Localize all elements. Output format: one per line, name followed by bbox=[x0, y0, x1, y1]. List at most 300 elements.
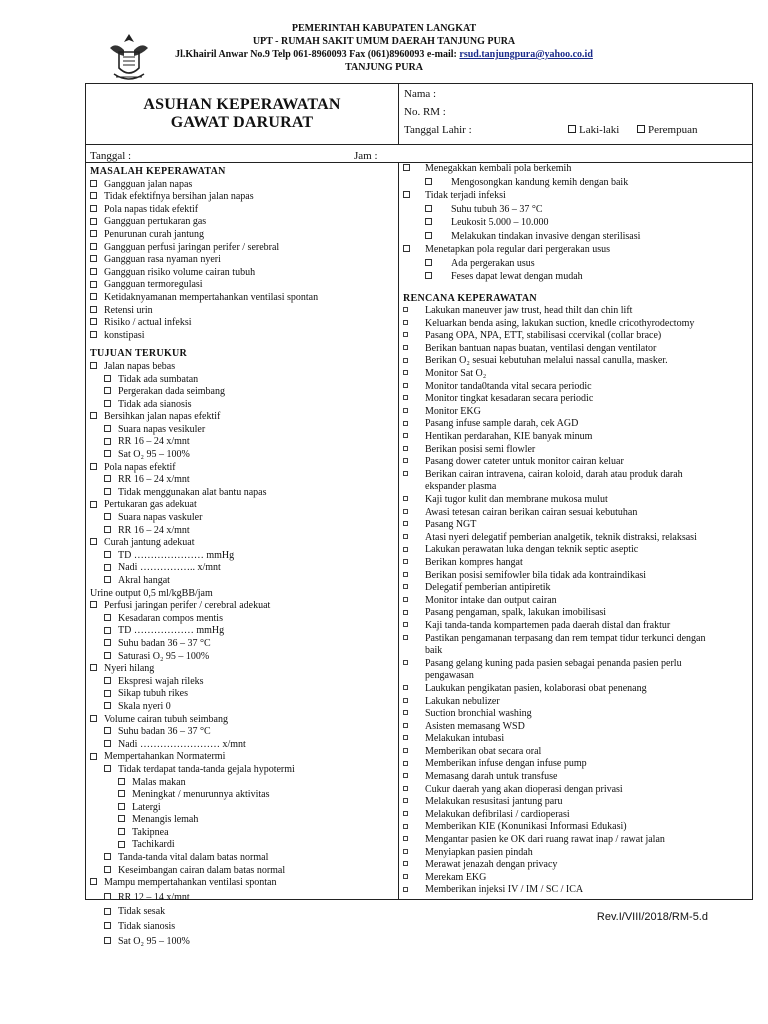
checkbox-cell bbox=[425, 258, 451, 271]
item-label: Jalan napas bebas bbox=[104, 360, 176, 372]
checkbox-icon[interactable] bbox=[104, 375, 111, 382]
checkbox-icon[interactable] bbox=[104, 526, 111, 533]
plan-item bbox=[403, 305, 748, 318]
plan-item bbox=[403, 163, 748, 177]
plan-item bbox=[403, 872, 748, 885]
item-label: RR 16 – 24 x/mnt bbox=[118, 436, 190, 448]
plan-item bbox=[403, 381, 748, 394]
checkbox-icon[interactable] bbox=[90, 306, 97, 313]
item-label: Berikan posisi semi flowler bbox=[425, 443, 536, 455]
item-label: Suhu badan 36 – 37 °C bbox=[118, 637, 211, 649]
item-label: TD ……………… mmHg bbox=[118, 625, 225, 637]
checkbox-icon[interactable] bbox=[90, 463, 97, 470]
title-line-1: ASUHAN KEPERAWATAN bbox=[143, 96, 341, 113]
checkbox-icon[interactable] bbox=[104, 475, 111, 482]
plan-item bbox=[403, 469, 748, 494]
checkbox-icon[interactable] bbox=[403, 572, 408, 577]
item-label: Gangguan jalan napas bbox=[104, 178, 193, 190]
checkbox-icon[interactable] bbox=[403, 559, 408, 564]
plan-item bbox=[403, 708, 748, 721]
item-label: Asisten memasang WSD bbox=[425, 720, 525, 732]
checkbox-icon[interactable] bbox=[118, 828, 125, 835]
checklist-item bbox=[90, 852, 395, 865]
item-label: Sat O₂ 95 – 100% bbox=[118, 935, 190, 947]
checkbox-icon[interactable] bbox=[403, 408, 408, 413]
checkbox-icon[interactable] bbox=[90, 715, 97, 722]
checkbox-icon[interactable] bbox=[104, 853, 111, 860]
letterhead-city: TANJUNG PURA bbox=[345, 62, 423, 73]
plan-item bbox=[403, 444, 748, 457]
item-label: Tidak terdapat tanda-tanda gejala hypotermi bbox=[118, 763, 295, 775]
checklist-item bbox=[90, 892, 395, 907]
item-label: Tachikardi bbox=[132, 839, 175, 851]
checkbox-cell bbox=[403, 406, 425, 419]
checkbox-icon[interactable] bbox=[403, 635, 408, 640]
checkbox-icon[interactable] bbox=[403, 698, 408, 703]
checkbox-cell bbox=[425, 271, 451, 284]
checkbox-cell bbox=[403, 708, 425, 721]
checkbox-cell bbox=[403, 519, 425, 532]
checkbox-icon[interactable] bbox=[104, 438, 111, 445]
checkbox-cell bbox=[403, 444, 425, 457]
checkbox-icon[interactable] bbox=[403, 395, 408, 400]
item-label: Retensi urin bbox=[104, 304, 153, 316]
checkbox-icon[interactable] bbox=[90, 293, 97, 300]
item-label: Cukur daerah yang akan dioperasi dengan privasi bbox=[425, 783, 623, 795]
item-label: Pasang OPA, NPA, ETT, stabilisasi ccervikal (collar brace) bbox=[425, 330, 662, 342]
item-label: Suction bronchial washing bbox=[425, 708, 532, 720]
checkbox-icon[interactable] bbox=[403, 358, 408, 363]
checkbox-icon[interactable] bbox=[403, 191, 410, 198]
checkbox-icon[interactable] bbox=[118, 815, 125, 822]
checkbox-icon[interactable] bbox=[403, 761, 408, 766]
checkbox-cell bbox=[403, 190, 425, 203]
item-label: Memberikan KIE (Konunikasi Informasi Edukasi) bbox=[425, 821, 627, 833]
checkbox-icon[interactable] bbox=[568, 125, 576, 133]
checkbox-icon[interactable] bbox=[90, 218, 97, 225]
checkbox-icon[interactable] bbox=[403, 748, 408, 753]
checkbox-icon[interactable] bbox=[403, 534, 408, 539]
item-label: Pertukaran gas adekuat bbox=[104, 499, 197, 511]
right-column bbox=[403, 163, 748, 897]
plan-item bbox=[403, 258, 748, 272]
checkbox-icon[interactable] bbox=[403, 861, 408, 866]
checkbox-icon[interactable] bbox=[403, 370, 408, 375]
item-label: Keseimbangan cairan dalam batas normal bbox=[118, 864, 286, 876]
checkbox-icon[interactable] bbox=[104, 908, 111, 915]
checkbox-icon[interactable] bbox=[104, 450, 111, 457]
plan-item bbox=[403, 733, 748, 746]
plan-item bbox=[403, 318, 748, 331]
checklist-item bbox=[90, 575, 395, 588]
item-label: Tidak ada sumbatan bbox=[118, 373, 199, 385]
item-label: Berikan cairan intravena, cairan koloid, darah atau produk darah ekspander plasma bbox=[425, 468, 683, 493]
checklist-item bbox=[90, 777, 395, 790]
jam-field[interactable]: Jam : bbox=[354, 150, 378, 162]
item-label: Berikan kompres hangat bbox=[425, 556, 523, 568]
checkbox-icon[interactable] bbox=[104, 564, 111, 571]
checklist-item bbox=[90, 487, 395, 500]
form-title bbox=[86, 96, 398, 132]
checkbox-icon[interactable] bbox=[425, 232, 432, 239]
item-label: TD ………………… mmHg bbox=[118, 549, 235, 561]
checkbox-icon[interactable] bbox=[118, 790, 125, 797]
checkbox-icon[interactable] bbox=[104, 387, 111, 394]
checkbox-icon[interactable] bbox=[403, 849, 408, 854]
checklist-item bbox=[90, 600, 395, 613]
checkbox-icon[interactable] bbox=[104, 639, 111, 646]
section-heading bbox=[90, 348, 395, 361]
item-label: RR 16 – 24 x/mnt bbox=[118, 524, 190, 536]
checkbox-cell bbox=[403, 582, 425, 595]
nama-field[interactable]: Nama : bbox=[404, 88, 437, 100]
checkbox-icon[interactable] bbox=[90, 230, 97, 237]
checkbox-icon[interactable] bbox=[403, 723, 408, 728]
plan-item bbox=[403, 231, 748, 245]
checklist-item bbox=[90, 688, 395, 701]
checkbox-cell bbox=[403, 683, 425, 696]
checklist-item bbox=[90, 499, 395, 512]
plan-item bbox=[403, 847, 748, 860]
checkbox-cell bbox=[403, 620, 425, 633]
checkbox-icon[interactable] bbox=[90, 538, 97, 545]
checkbox-icon[interactable] bbox=[104, 702, 111, 709]
checkbox-icon[interactable] bbox=[90, 664, 97, 671]
plan-item bbox=[403, 859, 748, 872]
checkbox-icon[interactable] bbox=[403, 320, 408, 325]
checkbox-icon[interactable] bbox=[104, 740, 111, 747]
item-label: Mengosongkan kandung kemih dengan baik bbox=[451, 176, 629, 188]
item-label: Mengantar pasien ke OK dari ruang rawat inap / rawat jalan bbox=[425, 834, 665, 846]
item-label: Gangguan risiko volume cairan tubuh bbox=[104, 266, 256, 278]
checkbox-icon[interactable] bbox=[425, 205, 432, 212]
checkbox-cell bbox=[403, 431, 425, 444]
plan-item bbox=[403, 190, 748, 204]
checkbox-icon[interactable] bbox=[90, 255, 97, 262]
checklist-item bbox=[90, 525, 395, 538]
checkbox-icon[interactable] bbox=[90, 281, 97, 288]
checkbox-icon[interactable] bbox=[90, 362, 97, 369]
tanggal-field[interactable]: Tanggal : bbox=[90, 150, 132, 162]
item-label: Malas makan bbox=[132, 776, 186, 788]
item-label: RR 16 – 24 x/mnt bbox=[118, 474, 190, 486]
checkbox-cell bbox=[403, 544, 425, 557]
checkbox-icon[interactable] bbox=[118, 778, 125, 785]
item-label: Berikan O₂ sesuai kebutuhan melalui nassal canulla, masker. bbox=[425, 355, 668, 367]
plan-item bbox=[403, 507, 748, 520]
checkbox-icon[interactable] bbox=[403, 446, 408, 451]
checkbox-icon[interactable] bbox=[403, 798, 408, 803]
item-label: Meningkat / menurunnya aktivitas bbox=[132, 789, 270, 801]
title-line-2: GAWAT DARURAT bbox=[170, 114, 314, 131]
checkbox-icon[interactable] bbox=[104, 627, 111, 634]
item-label: Pastikan pengamanan terpasang dan rem tempat tidur terkunci dengan baik bbox=[425, 632, 706, 657]
checkbox-cell bbox=[425, 217, 451, 230]
checkbox-cell bbox=[403, 696, 425, 709]
checkbox-icon[interactable] bbox=[118, 803, 125, 810]
item-label: Lakukan perawatan luka dengan teknik septic aseptic bbox=[425, 544, 639, 556]
item-label: Suhu tubuh 36 – 37 °C bbox=[451, 203, 543, 215]
checklist-item bbox=[90, 267, 395, 280]
checkbox-cell bbox=[403, 163, 425, 176]
checkbox-icon[interactable] bbox=[403, 710, 408, 715]
checkbox-icon[interactable] bbox=[104, 425, 111, 432]
checklist-item bbox=[90, 877, 395, 892]
checkbox-cell bbox=[403, 796, 425, 809]
checkbox-icon[interactable] bbox=[104, 652, 111, 659]
checkbox-icon[interactable] bbox=[403, 887, 408, 892]
plan-item bbox=[403, 796, 748, 809]
checkbox-icon[interactable] bbox=[403, 307, 408, 312]
no-rm-field[interactable]: No. RM : bbox=[404, 106, 446, 118]
plan-item bbox=[403, 834, 748, 847]
checkbox-icon[interactable] bbox=[104, 893, 111, 900]
checkbox-icon[interactable] bbox=[118, 841, 125, 848]
item-label: RR 12 – 14 x/mnt bbox=[118, 891, 190, 903]
checkbox-icon[interactable] bbox=[403, 332, 408, 337]
checklist-item bbox=[90, 411, 395, 424]
plan-item bbox=[403, 582, 748, 595]
checkbox-cell bbox=[403, 507, 425, 520]
item-label: Pasang dower cateter untuk monitor cairan keluar bbox=[425, 456, 624, 468]
item-label: Perfusi jaringan perifer / cerebral adekuat bbox=[104, 600, 271, 612]
checkbox-icon[interactable] bbox=[90, 205, 97, 212]
item-label: Sat O₂ 95 – 100% bbox=[118, 449, 190, 461]
checkbox-icon[interactable] bbox=[104, 677, 111, 684]
checkbox-icon[interactable] bbox=[403, 421, 408, 426]
checklist-item bbox=[90, 714, 395, 727]
plan-item bbox=[403, 683, 748, 696]
checkbox-icon[interactable] bbox=[104, 488, 111, 495]
item-label: Bersihkan jalan napas efektif bbox=[104, 411, 221, 423]
checkbox-icon[interactable] bbox=[90, 331, 97, 338]
plan-item bbox=[403, 355, 748, 368]
checkbox-cell bbox=[403, 733, 425, 746]
checklist-item bbox=[90, 865, 395, 878]
checkbox-icon[interactable] bbox=[403, 786, 408, 791]
item-label: Takipnea bbox=[132, 826, 169, 838]
checkbox-icon[interactable] bbox=[90, 192, 97, 199]
checkbox-icon[interactable] bbox=[403, 509, 408, 514]
item-label: Ada pergerakan usus bbox=[451, 257, 535, 269]
checklist-item bbox=[90, 242, 395, 255]
checkbox-cell bbox=[403, 758, 425, 771]
checklist-item bbox=[90, 638, 395, 651]
checkbox-cell bbox=[403, 393, 425, 406]
checklist-item bbox=[90, 229, 395, 242]
checkbox-icon[interactable] bbox=[637, 125, 645, 133]
item-label: Atasi nyeri delegatif pemberian analgetik, teknik distraksi, relaksasi bbox=[425, 531, 697, 543]
checklist-item bbox=[90, 330, 395, 343]
checkbox-icon[interactable] bbox=[90, 601, 97, 608]
checkbox-icon[interactable] bbox=[104, 937, 111, 944]
checklist-item bbox=[90, 588, 395, 601]
item-label: Melakukan intubasi bbox=[425, 733, 505, 745]
laki-laki-option[interactable] bbox=[568, 124, 619, 137]
checkbox-icon[interactable] bbox=[403, 584, 408, 589]
checklist-item bbox=[90, 386, 395, 399]
checkbox-icon[interactable] bbox=[403, 660, 408, 665]
checklist-item bbox=[90, 361, 395, 374]
checkbox-cell bbox=[403, 469, 425, 482]
checkbox-icon[interactable] bbox=[104, 400, 111, 407]
tanggal-lahir-field[interactable]: Tanggal Lahir : bbox=[404, 124, 472, 136]
checklist-item bbox=[90, 764, 395, 777]
checkbox-icon[interactable] bbox=[403, 685, 408, 690]
perempuan-label: Perempuan bbox=[648, 124, 698, 136]
checkbox-icon[interactable] bbox=[403, 610, 408, 615]
checkbox-icon[interactable] bbox=[403, 735, 408, 740]
item-label: Monitor Sat O₂ bbox=[425, 368, 487, 380]
plan-item bbox=[403, 884, 748, 897]
checkbox-icon[interactable] bbox=[403, 164, 410, 171]
checkbox-icon[interactable] bbox=[425, 272, 432, 279]
checklist-item bbox=[90, 726, 395, 739]
item-label: Merawat jenazah dengan privacy bbox=[425, 859, 558, 871]
checkbox-cell bbox=[403, 418, 425, 431]
checkbox-cell bbox=[403, 658, 425, 671]
checkbox-icon[interactable] bbox=[403, 458, 408, 463]
checklist-item bbox=[90, 317, 395, 330]
plan-item bbox=[403, 393, 748, 406]
checklist-item bbox=[90, 550, 395, 563]
checkbox-icon[interactable] bbox=[104, 690, 111, 697]
checkbox-icon[interactable] bbox=[104, 922, 111, 929]
checklist-item bbox=[90, 279, 395, 292]
checkbox-cell bbox=[403, 355, 425, 368]
item-label: Memberikan infuse dengan infuse pump bbox=[425, 758, 587, 770]
item-label: Memasang darah untuk transfuse bbox=[425, 771, 558, 783]
checkbox-icon[interactable] bbox=[104, 551, 111, 558]
checklist-item bbox=[90, 739, 395, 752]
item-label: Skala nyeri 0 bbox=[118, 700, 171, 712]
plan-item bbox=[403, 406, 748, 419]
checkbox-icon[interactable] bbox=[104, 727, 111, 734]
checklist-item bbox=[90, 625, 395, 638]
plan-item bbox=[403, 431, 748, 444]
item-label: Pasang gelang kuning pada pasien sebagai penanda pasien perlu pengawasan bbox=[425, 657, 682, 682]
checkbox-icon[interactable] bbox=[90, 268, 97, 275]
checkbox-icon[interactable] bbox=[403, 874, 408, 879]
checklist-item bbox=[90, 562, 395, 575]
checkbox-cell bbox=[403, 859, 425, 872]
checkbox-cell bbox=[403, 456, 425, 469]
checkbox-icon[interactable] bbox=[403, 245, 410, 252]
checkbox-cell bbox=[403, 595, 425, 608]
checkbox-icon[interactable] bbox=[403, 521, 408, 526]
checkbox-icon[interactable] bbox=[403, 433, 408, 438]
checklist-item bbox=[90, 802, 395, 815]
item-label: Risiko / actual infeksi bbox=[104, 317, 192, 329]
item-label: Kaji tanda-tanda kompartemen pada daerah distal dan fraktur bbox=[425, 619, 671, 631]
perempuan-option[interactable] bbox=[637, 124, 697, 137]
checkbox-icon[interactable] bbox=[90, 243, 97, 250]
checkbox-icon[interactable] bbox=[425, 259, 432, 266]
item-label: Memberikan obat secara oral bbox=[425, 745, 542, 757]
checkbox-icon[interactable] bbox=[90, 753, 97, 760]
plan-item bbox=[403, 330, 748, 343]
checkbox-cell bbox=[403, 834, 425, 847]
checkbox-icon[interactable] bbox=[403, 345, 408, 350]
plan-item bbox=[403, 746, 748, 759]
email-link[interactable]: rsud.tanjungpura@yahoo.co.id bbox=[459, 49, 593, 60]
checklist-item bbox=[90, 512, 395, 525]
item-label: Gangguan pertukaran gas bbox=[104, 216, 207, 228]
checkbox-icon[interactable] bbox=[104, 513, 111, 520]
checkbox-icon[interactable] bbox=[403, 622, 408, 627]
checkbox-icon[interactable] bbox=[90, 501, 97, 508]
checkbox-icon[interactable] bbox=[403, 597, 408, 602]
divider bbox=[398, 162, 399, 900]
item-label: Berikan bantuan napas buatan, ventilasi dengan ventilator bbox=[425, 342, 657, 354]
left-column bbox=[90, 166, 395, 950]
item-label: Monitor intake dan output cairan bbox=[425, 594, 557, 606]
checkbox-icon[interactable] bbox=[403, 811, 408, 816]
checklist-item bbox=[90, 537, 395, 550]
plan-item bbox=[403, 204, 748, 218]
plan-item bbox=[403, 271, 748, 285]
checklist-item bbox=[90, 701, 395, 714]
checkbox-icon[interactable] bbox=[90, 412, 97, 419]
checkbox-icon[interactable] bbox=[90, 878, 97, 885]
checkbox-icon[interactable] bbox=[104, 614, 111, 621]
item-label: Pergerakan dada seimbang bbox=[118, 386, 225, 398]
checkbox-cell bbox=[403, 381, 425, 394]
checklist-item bbox=[90, 305, 395, 318]
checkbox-icon[interactable] bbox=[403, 547, 408, 552]
checklist-item bbox=[90, 936, 395, 951]
item-label: Gangguan rasa nyaman nyeri bbox=[104, 254, 221, 266]
checkbox-cell bbox=[403, 872, 425, 885]
divider bbox=[85, 144, 753, 145]
checkbox-icon[interactable] bbox=[403, 383, 408, 388]
checkbox-icon[interactable] bbox=[403, 773, 408, 778]
checkbox-icon[interactable] bbox=[104, 765, 111, 772]
section-heading bbox=[90, 166, 395, 179]
checkbox-icon[interactable] bbox=[425, 178, 432, 185]
item-label: Merekam EKG bbox=[425, 871, 487, 883]
item-label: Suara napas vesikuler bbox=[118, 423, 206, 435]
section-label: RENCANA KEPERAWATAN bbox=[403, 292, 537, 304]
item-label: Monitor tingkat kesadaran secara periodic bbox=[425, 393, 594, 405]
checkbox-cell bbox=[403, 330, 425, 343]
plan-item bbox=[403, 658, 748, 683]
checkbox-icon[interactable] bbox=[90, 180, 97, 187]
item-label: Monitor EKG bbox=[425, 405, 481, 417]
checkbox-icon[interactable] bbox=[403, 496, 408, 501]
checklist-item bbox=[90, 839, 395, 852]
checkbox-icon[interactable] bbox=[104, 576, 111, 583]
plan-item bbox=[403, 821, 748, 834]
checklist-item bbox=[90, 436, 395, 449]
item-label: Berikan posisi semifowler bila tidak ada kontraindikasi bbox=[425, 569, 647, 581]
item-label: Pola napas tidak efektif bbox=[104, 203, 199, 215]
checkbox-icon[interactable] bbox=[403, 824, 408, 829]
checkbox-icon[interactable] bbox=[425, 218, 432, 225]
plan-item bbox=[403, 809, 748, 822]
checkbox-cell bbox=[403, 305, 425, 318]
checklist-item bbox=[90, 179, 395, 192]
plan-item bbox=[403, 532, 748, 545]
checklist-item bbox=[90, 449, 395, 462]
checkbox-icon[interactable] bbox=[403, 836, 408, 841]
plan-item bbox=[403, 177, 748, 191]
item-label: Mampu mempertahankan ventilasi spontan bbox=[104, 877, 277, 889]
checkbox-icon[interactable] bbox=[104, 866, 111, 873]
checkbox-icon[interactable] bbox=[90, 318, 97, 325]
checkbox-cell bbox=[403, 633, 425, 646]
checkbox-icon[interactable] bbox=[403, 471, 408, 476]
